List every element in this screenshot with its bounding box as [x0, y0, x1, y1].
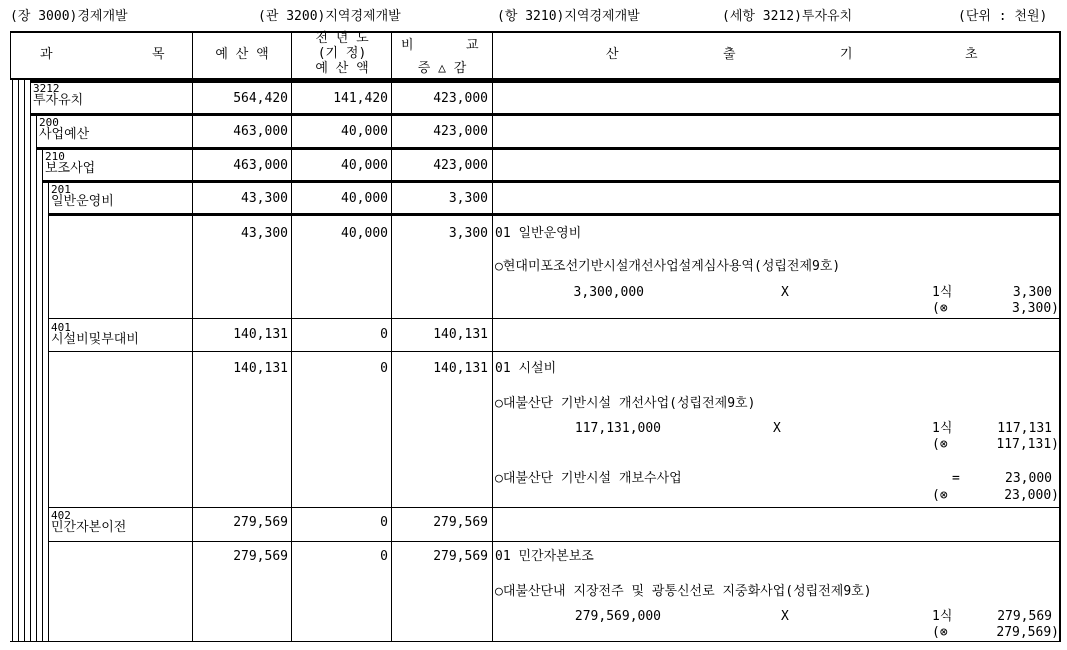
row-name: 보조사업 [45, 161, 96, 176]
row-prev: 0 [380, 549, 388, 564]
detail-multiply: X [773, 421, 781, 436]
row-budget: 279,569 [233, 549, 288, 564]
detail-quantity: 1식 [932, 285, 953, 300]
row-diff: 3,300 [448, 226, 488, 241]
detail-quantity: 1식 [932, 421, 953, 436]
col-subject-a: 과 [40, 47, 53, 62]
row-diff: 140,131 [433, 327, 488, 342]
row-prev: 40,000 [341, 191, 388, 206]
row-diff: 140,131 [433, 361, 488, 376]
row-code: 210 [45, 150, 65, 163]
col-compare-1b: 교 [466, 38, 479, 53]
detail-value: 23,000 [1005, 471, 1052, 486]
row-budget: 463,000 [233, 158, 288, 173]
row-prev: 40,000 [341, 158, 388, 173]
row-code: 200 [39, 116, 59, 129]
row-diff: 279,569 [433, 515, 488, 530]
row-budget: 463,000 [233, 124, 288, 139]
row-name: 일반운영비 [51, 194, 114, 209]
detail-value: 3,300 [1012, 285, 1052, 300]
detail-multiply: X [781, 609, 789, 624]
col-basis-4: 초 [965, 47, 978, 62]
detail-circle: (⊗ [932, 301, 948, 316]
row-budget: 279,569 [233, 515, 288, 530]
row-budget: 43,300 [241, 226, 288, 241]
row-diff: 423,000 [433, 124, 488, 139]
row-diff: 423,000 [433, 91, 488, 106]
detail-heading: 01 일반운영비 [495, 226, 582, 241]
header-hang: (항 3210)지역경제개발 [497, 9, 640, 24]
detail-amount: 117,131,000 [574, 421, 661, 436]
row-code: 401 [51, 321, 71, 334]
row-code: 3212 [33, 82, 60, 95]
row-prev: 0 [380, 515, 388, 530]
col-prev-1: 전 년 도 [315, 31, 369, 46]
detail-quantity: 1식 [932, 609, 953, 624]
row-name: 민간자본이전 [51, 520, 127, 535]
row-prev: 40,000 [341, 124, 388, 139]
detail-amount: 279,569,000 [574, 609, 661, 624]
row-budget: 564,420 [233, 91, 288, 106]
col-compare-2: 증 △ 감 [417, 61, 467, 76]
header-gwan: (관 3200)지역경제개발 [258, 9, 401, 24]
col-basis-2: 출 [723, 47, 736, 62]
detail-value: 117,131 [997, 421, 1052, 436]
detail-multiply: X [781, 285, 789, 300]
row-prev: 0 [380, 327, 388, 342]
row-prev: 0 [380, 361, 388, 376]
row-name: 사업예산 [39, 127, 90, 142]
detail-item: ○대불산단내 지장전주 및 광통신선로 지중화사업(성립전제9호) [495, 584, 872, 599]
col-budget: 예 산 액 [215, 47, 269, 62]
detail-circle: (⊗ [932, 437, 948, 452]
detail-circle: (⊗ [932, 488, 948, 503]
detail-total: 3,300) [1012, 301, 1059, 316]
row-code: 402 [51, 509, 71, 522]
detail-total: 279,569) [996, 625, 1059, 640]
detail-equals: = [952, 471, 960, 486]
detail-amount: 3,300,000 [573, 285, 644, 300]
col-basis-3: 기 [840, 47, 853, 62]
col-prev-3: 예 산 액 [315, 61, 369, 76]
detail-item: ○대불산단 기반시설 개보수사업 [495, 471, 682, 486]
row-diff: 279,569 [433, 549, 488, 564]
row-prev: 141,420 [333, 91, 388, 106]
row-name: 시설비및부대비 [51, 332, 139, 347]
col-basis-1: 산 [606, 47, 619, 62]
row-prev: 40,000 [341, 226, 388, 241]
detail-heading: 01 시설비 [495, 361, 557, 376]
col-compare-1a: 비 [401, 38, 414, 53]
row-name: 투자유치 [33, 93, 84, 108]
row-diff: 3,300 [448, 191, 488, 206]
header-sehang: (세항 3212)투자유치 [722, 9, 853, 24]
col-prev-2: (기 정) [317, 46, 367, 61]
row-code: 201 [51, 183, 71, 196]
detail-item: ○현대미포조선기반시설개선사업설계심사용역(성립전제9호) [495, 259, 841, 274]
detail-item: ○대불산단 기반시설 개선사업(성립전제9호) [495, 396, 756, 411]
detail-total: 117,131) [996, 437, 1059, 452]
detail-circle: (⊗ [932, 625, 948, 640]
col-subject-b: 목 [152, 47, 165, 62]
detail-heading: 01 민간자본보조 [495, 549, 594, 564]
row-budget: 43,300 [241, 191, 288, 206]
detail-value: 279,569 [997, 609, 1052, 624]
row-diff: 423,000 [433, 158, 488, 173]
row-budget: 140,131 [233, 361, 288, 376]
header-jang: (장 3000)경제개발 [10, 9, 128, 24]
header-unit: (단위 : 천원) [958, 9, 1048, 24]
detail-total: 23,000) [1004, 488, 1059, 503]
row-budget: 140,131 [233, 327, 288, 342]
